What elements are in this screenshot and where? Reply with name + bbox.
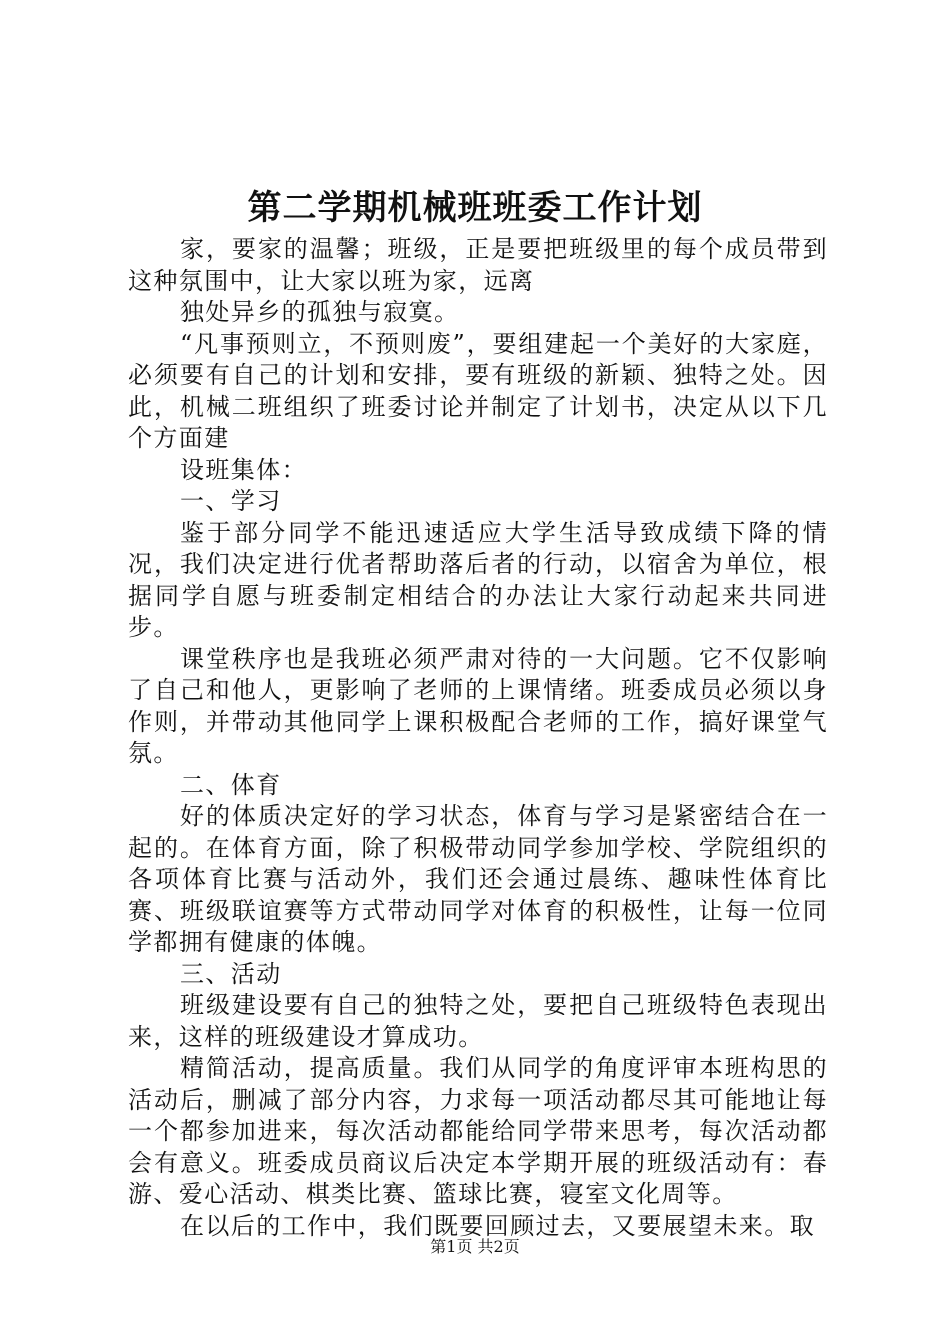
paragraph: 在以后的工作中，我们既要回顾过去，又要展望未来。取 [180, 1211, 815, 1240]
paragraph: 课堂秩序也是我班必须严肃对待的一大问题。它不仅影响了自己和他人，更影响了老师的上课情绪。班委成员必须以身作则，并带动其他同学上课积极配合老师的工作，搞好课堂气氛。 [128, 644, 828, 767]
paragraph: 独处异乡的孤独与寂寞。 [180, 298, 460, 326]
document-title: 第二学期机械班班委工作计划 [247, 188, 703, 228]
section-heading-sports: 二、体育 [180, 770, 282, 799]
page-total: 共2页 [477, 1237, 520, 1256]
paragraph: 好的体质决定好的学习状态，体育与学习是紧密结合在一起的。在体育方面，除了积极带动同学参加学校、学院组织的各项体育比赛与活动外，我们还会通过晨练、趣味性体育比赛、班级联谊赛等方式带动同学对体育的积极性，让每一位同学都拥有健康的体魄。 [128, 802, 828, 956]
paragraph: 鉴于部分同学不能迅速适应大学生活导致成绩下降的情况，我们决定进行优者帮助落后者的行动，以宿舍为单位，根据同学自愿与班委制定相结合的办法让大家行动起来共同进步。 [128, 518, 828, 641]
paragraph: “凡事预则立，不预则废”，要组建起一个美好的大家庭，必须要有自己的计划和安排，要有班级的新颖、独特之处。因此，机械二班组织了班委讨论并制定了计划书，决定从以下几个方面建 [128, 329, 828, 452]
document-body [128, 234, 828, 1242]
page-number: 第1页 [430, 1237, 473, 1256]
paragraph: 设班集体： [180, 455, 307, 484]
page-footer [0, 1236, 950, 1258]
section-heading-activities: 三、活动 [180, 959, 282, 988]
paragraph: 家，要家的温馨；班级，正是要把班级里的每个成员带到这种氛围中，让大家以班为家，远离 [128, 235, 828, 295]
section-heading-study: 一、学习 [180, 487, 282, 515]
paragraph: 精简活动，提高质量。我们从同学的角度评审本班构思的活动后，删减了部分内容，力求每一项活动都尽其可能地让每一个都参加进来，每次活动都能给同学带来思考，每次活动都会有意义。班委成员商议后决定本学期开展的班级活动有：春游、爱心活动、棋类比赛、篮球比赛，寝室文化周等。 [128, 1054, 828, 1208]
paragraph: 班级建设要有自己的独特之处，要把自己班级特色表现出来，这样的班级建设才算成功。 [128, 991, 828, 1051]
